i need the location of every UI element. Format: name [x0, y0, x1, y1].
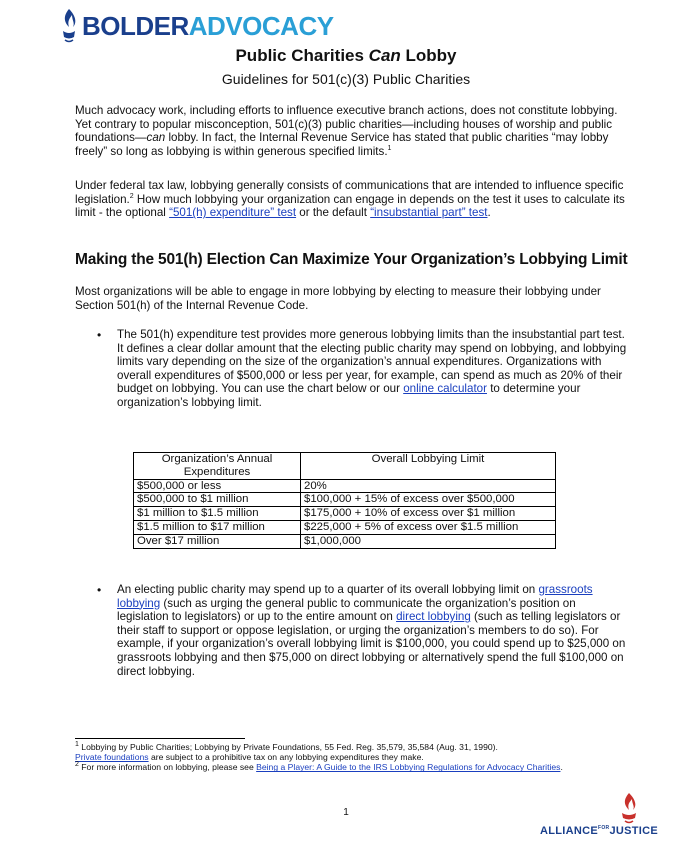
p1-text-a: Much advocacy work, including efforts to influence executive branch actions, does not constitute lobbying. Yet contrary to popular misconception, 501(c)(3) public charities—including houses of worship and public foundations— [75, 104, 618, 145]
section-intro-paragraph: Most organizations will be able to engage in more lobbying by electing to measure their lobbying under Section 501(h) of the Internal Revenue Code. [75, 285, 601, 312]
logo-text [82, 11, 334, 42]
b1-text-a: The 501(h) expenditure test provides more generous lobbying limits than the insubstantial part test. It defines a clear dollar amount that the electing public charity may spend on lobbying, and lobbying limits vary depending on the size of the organization’s annual expenditures. Organizations with overall expenditures of $500,000 or less per year, for example, can spend as much as 20% of their budget on lobbying. You can use the chart below or our [117, 328, 627, 396]
footnote-2-end: . [560, 762, 563, 773]
p2-text-d: . [487, 206, 491, 220]
table-cell: $500,000 to $1 million [134, 493, 301, 507]
footnote-1-marker: 1 [75, 741, 79, 749]
footnote-1 [75, 742, 595, 752]
b2-text-c: (such as telling legislators or their staff to support or oppose legislation, or urging the organization’s members to do so). For example, if your organization’s overall lobbying limit is $100,000, you could spend up to $25,000 on grassroots lobbying and then $75,000 on direct lobbying or alternatively spend the full $100,000 on direct lobbying. [117, 610, 626, 678]
afj-wordmark [540, 825, 658, 837]
footnote-2-text: For more information on lobbying, please see [78, 762, 257, 773]
table-cell: 20% [301, 479, 556, 493]
footnote-1b-text: are subject to a prohibitive tax on any lobbying expenditures they make. [148, 752, 424, 763]
table-cell: $225,000 + 5% of excess over $1.5 million [301, 520, 556, 534]
bolder-advocacy-logo [60, 6, 334, 46]
table-cell: $1,000,000 [301, 534, 556, 548]
afj-justice: JUSTICE [609, 825, 659, 837]
table-cell: $1 million to $1.5 million [134, 507, 301, 521]
bullet-grassroots-direct [117, 583, 627, 678]
logo-text-advocacy: ADVOCACY [188, 10, 334, 41]
footnote-1-text: Lobbying by Public Charities; Lobbying by Private Foundations, 55 Fed. Reg. 35,579, 35,584 (Aug. 31, 1990). [78, 742, 498, 752]
bullet-marker: • [97, 583, 102, 597]
afj-for: FOR [598, 825, 610, 831]
afj-alliance: ALLIANCE [540, 825, 599, 837]
table-cell: $100,000 + 15% of excess over $500,000 [301, 493, 556, 507]
table-header-row [134, 453, 556, 480]
flame-icon [60, 7, 78, 45]
p1-text-b: lobby. In fact, the Internal Revenue Service has stated that public charities “may lobby freely” so long as lobbying is within generous specified limits. [75, 131, 609, 158]
table-row [134, 479, 556, 493]
table-row [134, 534, 556, 548]
table-row [134, 507, 556, 521]
private-foundations-link[interactable]: Private foundations [75, 752, 149, 763]
footnote-ref-1[interactable]: 1 [387, 144, 392, 152]
direct-lobbying-link[interactable]: direct lobbying [396, 610, 471, 624]
flame-icon [618, 792, 640, 826]
table-header-expenditures: Organization’s Annual Expenditures [134, 453, 301, 480]
grassroots-lobbying-link[interactable]: grassroots lobbying [117, 583, 593, 610]
title-emphasis: Can [368, 46, 401, 65]
p1-emphasis: can [146, 131, 166, 145]
table-cell: $1.5 million to $17 million [134, 520, 301, 534]
table-header-limit: Overall Lobbying Limit [301, 453, 556, 480]
p2-text-b: How much lobbying your organization can engage in depends on the test it uses to calculate its limit - the optional [75, 192, 625, 220]
lobbying-definition-paragraph [75, 179, 630, 220]
b2-text-b: (such as urging the general public to communicate the organization’s position on legislation to legislators) or up to the entire amount on [117, 596, 576, 624]
document-title [0, 46, 692, 66]
logo-text-bolder: BOLDER [82, 10, 189, 41]
table-cell: $175,000 + 10% of excess over $1 million [301, 507, 556, 521]
b2-text-a: An electing public charity may spend up to a quarter of its overall lobbying limit on [117, 583, 539, 596]
bullet-marker: • [97, 328, 102, 342]
footnote-2 [75, 762, 595, 772]
footnotes [75, 742, 595, 773]
title-before: Public Charities [235, 46, 369, 65]
p2-text-c: or the default [296, 206, 371, 220]
intro-paragraph [75, 104, 630, 158]
501h-expenditure-test-link[interactable]: “501(h) expenditure” test [169, 206, 297, 220]
table-row [134, 493, 556, 507]
lobbying-limits-table [133, 452, 556, 549]
b1-text-b: to determine your organization’s lobbying limit. [117, 382, 581, 409]
table-cell: $500,000 or less [134, 479, 301, 493]
footnote-2-marker: 2 [75, 761, 79, 769]
insubstantial-part-test-link[interactable]: “insubstantial part” test [370, 206, 488, 220]
alliance-for-justice-logo [540, 792, 670, 842]
footnote-1-continued [75, 752, 595, 762]
online-calculator-link[interactable]: online calculator [403, 382, 487, 396]
document-subtitle: Guidelines for 501(c)(3) Public Charities [221, 71, 471, 87]
footnote-divider [75, 738, 245, 739]
p2-text-a: Under federal tax law, lobbying generally consists of communications that are intended to influence specific legislation. [75, 179, 624, 206]
being-a-player-guide-link[interactable]: Being a Player: A Guide to the IRS Lobbying Regulations for Advocacy Charities [256, 762, 561, 773]
table-cell: Over $17 million [134, 534, 301, 548]
section-heading: Making the 501(h) Election Can Maximize Your Organization’s Lobbying Limit [75, 251, 628, 268]
footnote-ref-2[interactable]: 2 [129, 192, 134, 200]
title-after: Lobby [400, 46, 457, 65]
page-number: 1 [343, 807, 349, 818]
bullet-expenditure-test [117, 328, 627, 410]
table-row [134, 520, 556, 534]
